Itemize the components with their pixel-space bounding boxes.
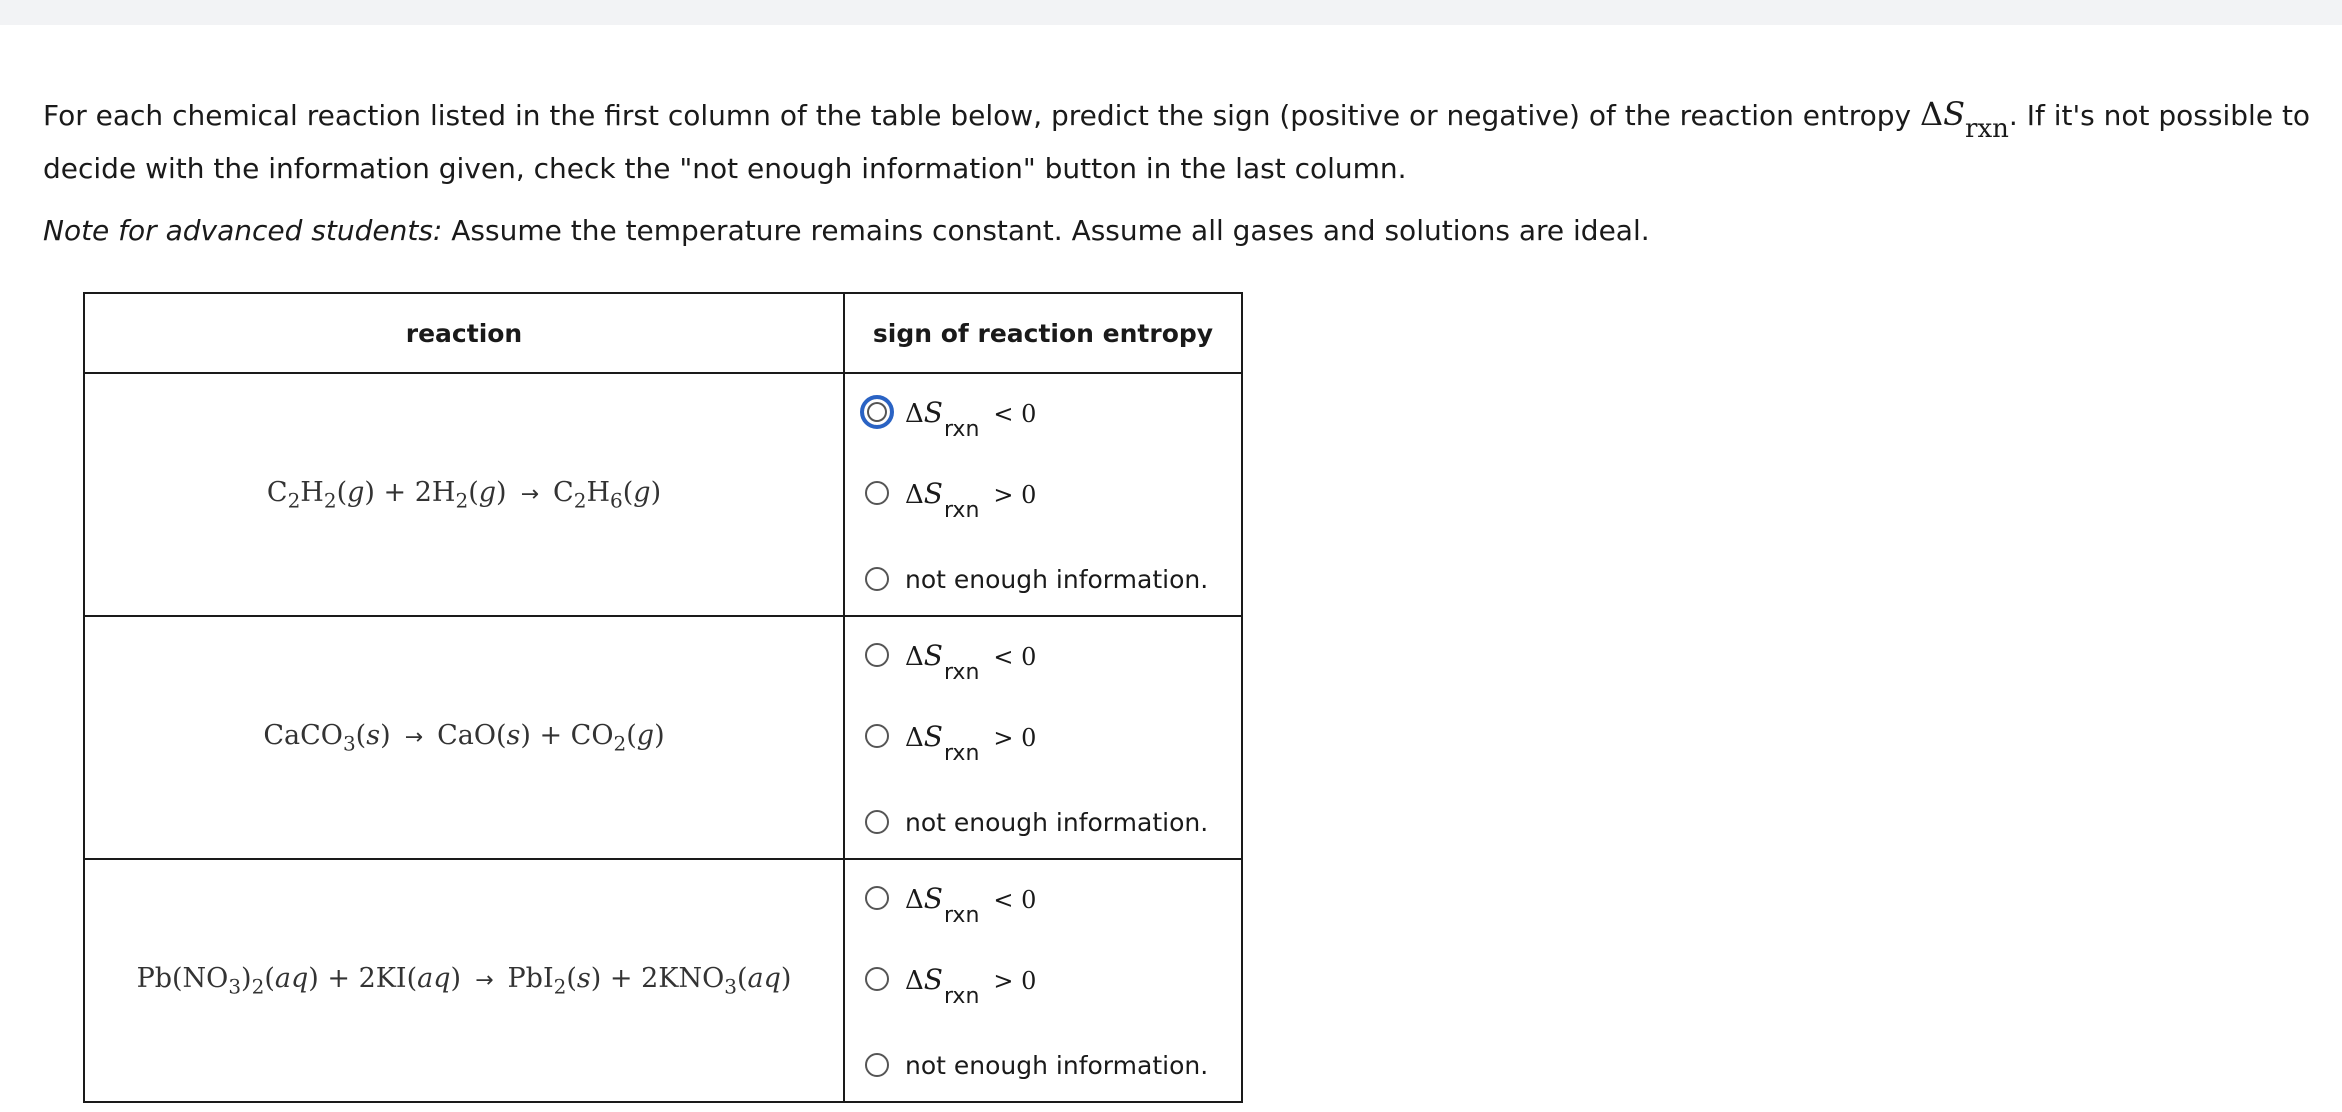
options-cell-2 [844, 616, 1242, 859]
entropy-s-symbol: S [923, 719, 943, 753]
reaction-table [83, 292, 1243, 1103]
header-sign-entropy: sign of reaction entropy [844, 293, 1242, 373]
option-positive-3[interactable] [865, 951, 1036, 1007]
radio-button[interactable] [865, 810, 889, 834]
less-than-zero: < 0 [993, 399, 1037, 428]
rxn-subscript: rxn [943, 983, 980, 1009]
delta-symbol: Δ [905, 965, 924, 996]
not-enough-info-label: not enough information. [905, 1050, 1209, 1080]
option-label [905, 719, 1037, 766]
entropy-s-symbol: S [923, 962, 943, 996]
delta-symbol: Δ [905, 398, 924, 429]
radio-button[interactable] [865, 967, 889, 991]
rxn-subscript: rxn [1965, 114, 2009, 144]
table-row [84, 373, 1242, 616]
delta-symbol: Δ [905, 722, 924, 753]
rxn-subscript: rxn [943, 902, 980, 928]
radio-button[interactable] [865, 886, 889, 910]
option-label [905, 962, 1037, 1009]
question-content [43, 88, 2313, 257]
radio-button[interactable] [865, 724, 889, 748]
option-label [905, 395, 1037, 442]
less-than-zero: < 0 [993, 642, 1037, 671]
greater-than-zero: > 0 [993, 723, 1037, 752]
delta-symbol: Δ [1920, 95, 1944, 133]
reaction-cell-1 [84, 373, 844, 616]
option-label [905, 881, 1037, 928]
option-not-enough-3[interactable] [865, 1037, 1208, 1093]
note-text: Assume the temperature remains constant. Assume all gases and solutions are ideal. [442, 214, 1650, 247]
entropy-s-symbol: S [923, 476, 943, 510]
advanced-note [43, 205, 2313, 257]
option-not-enough-1[interactable] [865, 551, 1208, 607]
options-cell-1 [844, 373, 1242, 616]
reaction-cell-3 [84, 859, 844, 1102]
rxn-subscript: rxn [943, 659, 980, 685]
delta-symbol: Δ [905, 884, 924, 915]
entropy-s-symbol: S [923, 395, 943, 429]
radio-button[interactable] [865, 643, 889, 667]
rxn-subscript: rxn [943, 497, 980, 523]
instructions-part2: . If it's not possible to decide with the information given, check the "not enough information" button in the last column. [43, 99, 2311, 185]
radio-button[interactable] [865, 567, 889, 591]
table-row [84, 616, 1242, 859]
note-lead: Note for advanced students: [43, 214, 443, 247]
option-positive-2[interactable] [865, 708, 1036, 764]
table-row [84, 859, 1242, 1102]
entropy-s-symbol: S [1943, 95, 1966, 133]
not-enough-info-label: not enough information. [905, 807, 1209, 837]
less-than-zero: < 0 [993, 885, 1037, 914]
delta-s-rxn-symbol [1920, 95, 1965, 133]
delta-symbol: Δ [905, 641, 924, 672]
entropy-s-symbol: S [923, 638, 943, 672]
instructions-part1: For each chemical reaction listed in the first column of the table below, predict the sign (positive or negative) of the reaction entropy [43, 99, 1921, 132]
option-negative-1[interactable] [865, 384, 1036, 440]
option-negative-2[interactable] [865, 627, 1036, 683]
reaction-equation-2: CaCO$_3$(s) → $CaO(s) + CO_2(g)$ [263, 719, 665, 756]
radio-button[interactable] [865, 1053, 889, 1077]
greater-than-zero: > 0 [993, 480, 1037, 509]
not-enough-info-label: not enough information. [905, 564, 1209, 594]
rxn-subscript: rxn [943, 740, 980, 766]
reaction-cell-2 [84, 616, 844, 859]
option-not-enough-2[interactable] [865, 794, 1208, 850]
rxn-subscript: rxn [943, 416, 980, 442]
option-label [905, 476, 1037, 523]
radio-button[interactable] [860, 395, 894, 429]
table-header-row [84, 293, 1242, 373]
instructions-text [43, 88, 2313, 195]
options-cell-3 [844, 859, 1242, 1102]
top-toolbar-strip [0, 0, 2342, 25]
option-positive-1[interactable] [865, 465, 1036, 521]
reaction-equation-3: $Pb(NO_3)_2(aq) + 2KI(aq) \to PbI_2(s) + 2KNO_3(aq)$ [136, 962, 792, 999]
option-label [905, 638, 1037, 685]
greater-than-zero: > 0 [993, 966, 1037, 995]
reaction-equation-1: $C_2H_2(g) + 2H_2(g) \to C_2H_6(g)$ [266, 476, 662, 513]
option-negative-3[interactable] [865, 870, 1036, 926]
entropy-s-symbol: S [923, 881, 943, 915]
radio-button[interactable] [865, 481, 889, 505]
header-reaction: reaction [84, 293, 844, 373]
delta-symbol: Δ [905, 479, 924, 510]
